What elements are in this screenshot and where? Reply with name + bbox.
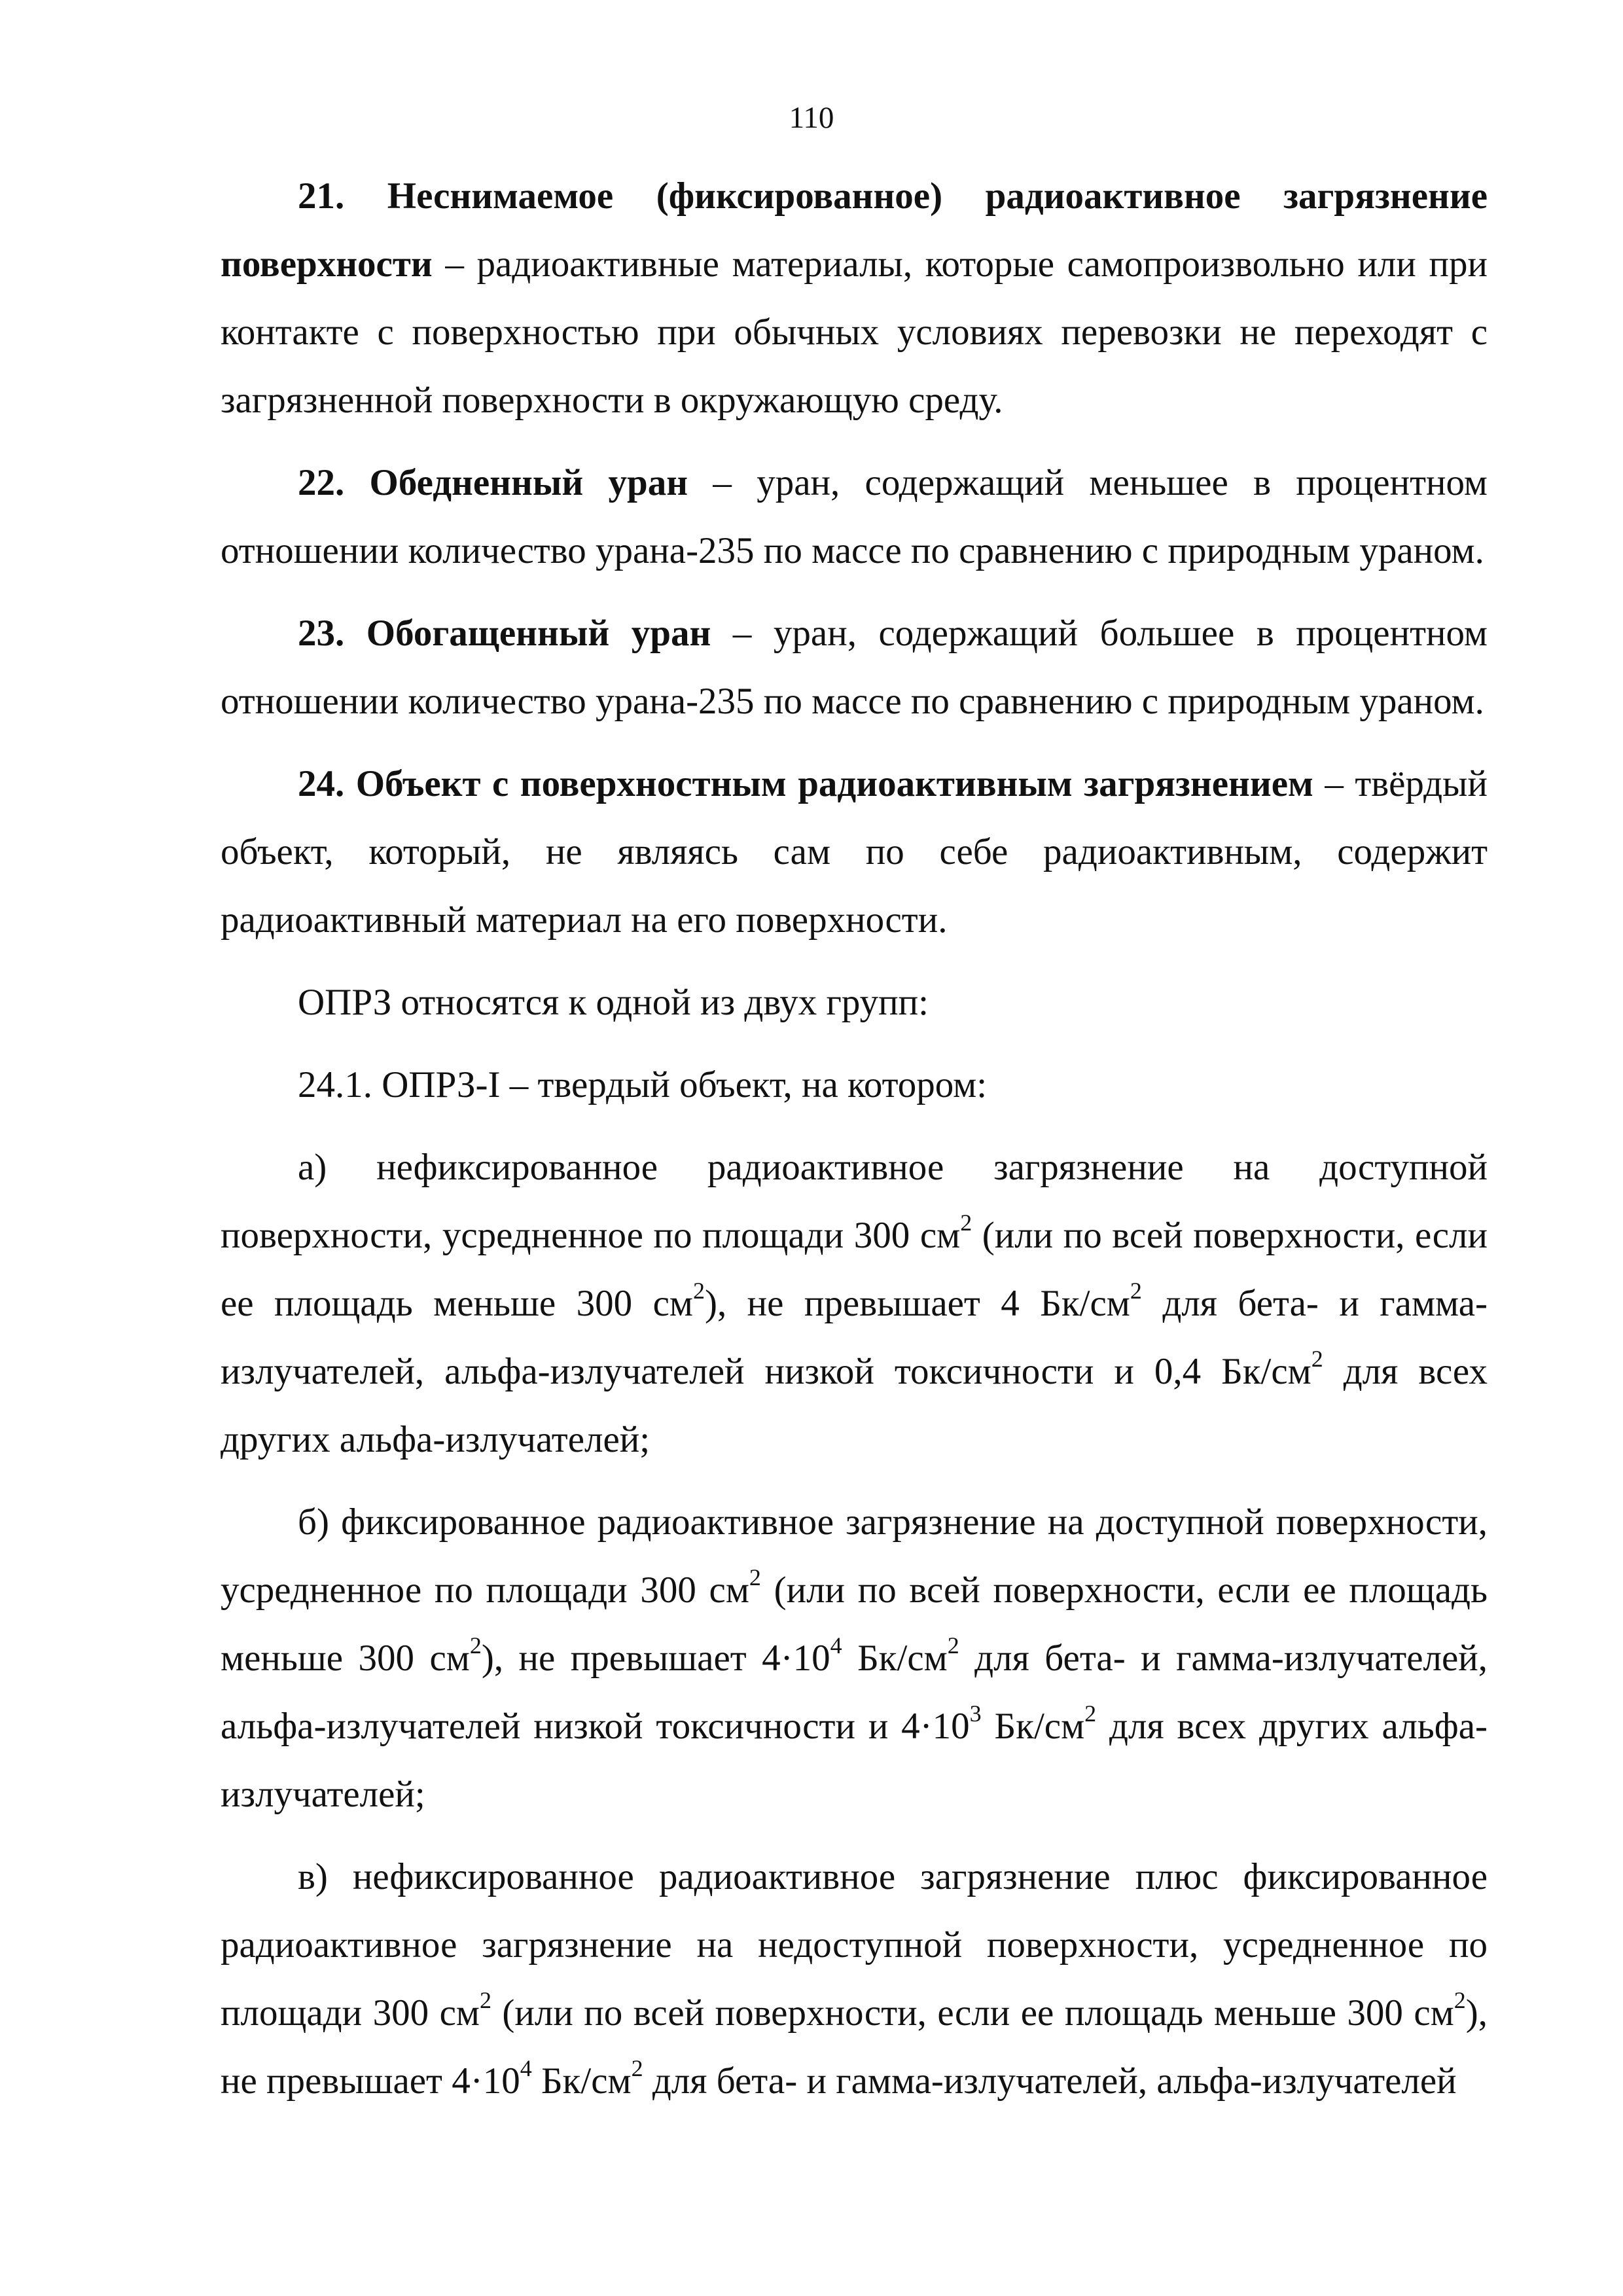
- item-b-text: (или по всей поверхности, если ее площадь меньше 300 см: [221, 1570, 1488, 1679]
- definition-22: уран, содержащий меньшее в процентном отношении количество урана-235 по массе по сравнению с природным ураном.: [221, 462, 1488, 571]
- dash: –: [711, 613, 774, 654]
- superscript: 2: [469, 1632, 482, 1659]
- definition-24: твёрдый объект, который, не являясь сам по себе радиоактивным, содержит радиоактивный материал на его поверхности.: [221, 763, 1488, 941]
- superscript: 2: [749, 1564, 761, 1590]
- item-a-text: ), не превышает 4 Бк/см: [704, 1283, 1130, 1324]
- dash: –: [688, 462, 757, 503]
- dash: –: [432, 243, 477, 285]
- item-b: [221, 1488, 1488, 1829]
- paragraph-23: [221, 600, 1488, 736]
- item-c-text: (или по всей поверхности, если ее площадь меньше 300 см: [491, 1992, 1454, 2034]
- superscript: 2: [1084, 1700, 1097, 1727]
- definition-21: радиоактивные материалы, которые самопроизвольно или при контакте с поверхностью при обычных условиях перевозки не переходят с загрязненной поверхности в окружающую среду.: [221, 243, 1488, 421]
- page-content: [221, 162, 1488, 2130]
- superscript: 2: [479, 1987, 491, 2013]
- item-b-text: б) фиксированное радиоактивное загрязнение на доступной поверхности, усредненное по площади 300 см: [221, 1501, 1488, 1611]
- item-c: [221, 1843, 1488, 2115]
- item-a-text: для всех других альфа-излучателей;: [221, 1351, 1488, 1460]
- term-23: 23. Обогащенный уран: [298, 613, 711, 654]
- superscript: 2: [960, 1210, 972, 1236]
- item-c-text: в) нефиксированное радиоактивное загрязнение плюс фиксированное радиоактивное загрязнение на недоступной поверхности, усредненное по площади 300 см: [221, 1856, 1488, 2034]
- item-b-text: для бета- и гамма-излучателей, альфа-излучателей низкой токсичности и 4·10: [221, 1638, 1488, 1747]
- term-21: 21. Неснимаемое (фиксированное) радиоактивное загрязнение поверхности: [221, 175, 1488, 285]
- item-a-text: а) нефиксированное радиоактивное загрязнение на доступной поверхности, усредненное по площади 300 см: [221, 1147, 1488, 1256]
- superscript: 2: [692, 1278, 705, 1304]
- paragraph-24: [221, 750, 1488, 954]
- paragraph-22: [221, 449, 1488, 585]
- item-a: [221, 1134, 1488, 1474]
- item-b-text: для всех других альфа-излучателей;: [221, 1706, 1488, 1815]
- item-a-text: для бета- и гамма-излучателей, альфа-излучателей низкой токсичности и 0,4 Бк/см: [221, 1283, 1488, 1392]
- superscript: 4: [520, 2055, 532, 2081]
- superscript: 2: [631, 2055, 643, 2081]
- item-c-text: для бета- и гамма-излучателей, альфа-излучателей: [643, 2060, 1457, 2102]
- superscript: 2: [947, 1632, 959, 1659]
- item-b-text: Бк/см: [842, 1638, 948, 1679]
- superscript: 4: [830, 1632, 842, 1659]
- paragraph-24-1: 24.1. ОПРЗ-I – твердый объект, на котором:: [298, 1064, 988, 1105]
- superscript: 2: [1130, 1278, 1142, 1304]
- paragraph-21: [221, 162, 1488, 435]
- superscript: 3: [969, 1700, 982, 1727]
- dash: –: [1313, 763, 1355, 804]
- item-c-text: Бк/см: [531, 2060, 632, 2102]
- page-number: 110: [789, 101, 834, 135]
- item-a-text: (или по всей поверхности, если ее площадь меньше 300 см: [221, 1215, 1488, 1324]
- groups-intro: ОПРЗ относятся к одной из двух групп:: [298, 982, 929, 1023]
- item-b-text: ), не превышает 4·10: [481, 1638, 830, 1679]
- term-22: 22. Обедненный уран: [298, 462, 688, 503]
- term-24: 24. Объект с поверхностным радиоактивным загрязнением: [298, 763, 1313, 804]
- definition-23: уран, содержащий большее в процентном отношении количество урана-235 по массе по сравнению с природным ураном.: [221, 613, 1488, 722]
- superscript: 2: [1311, 1346, 1323, 1372]
- item-b-text: Бк/см: [981, 1706, 1085, 1747]
- item-c-text: ), не превышает 4·10: [221, 1992, 1488, 2102]
- superscript: 2: [1454, 1987, 1466, 2013]
